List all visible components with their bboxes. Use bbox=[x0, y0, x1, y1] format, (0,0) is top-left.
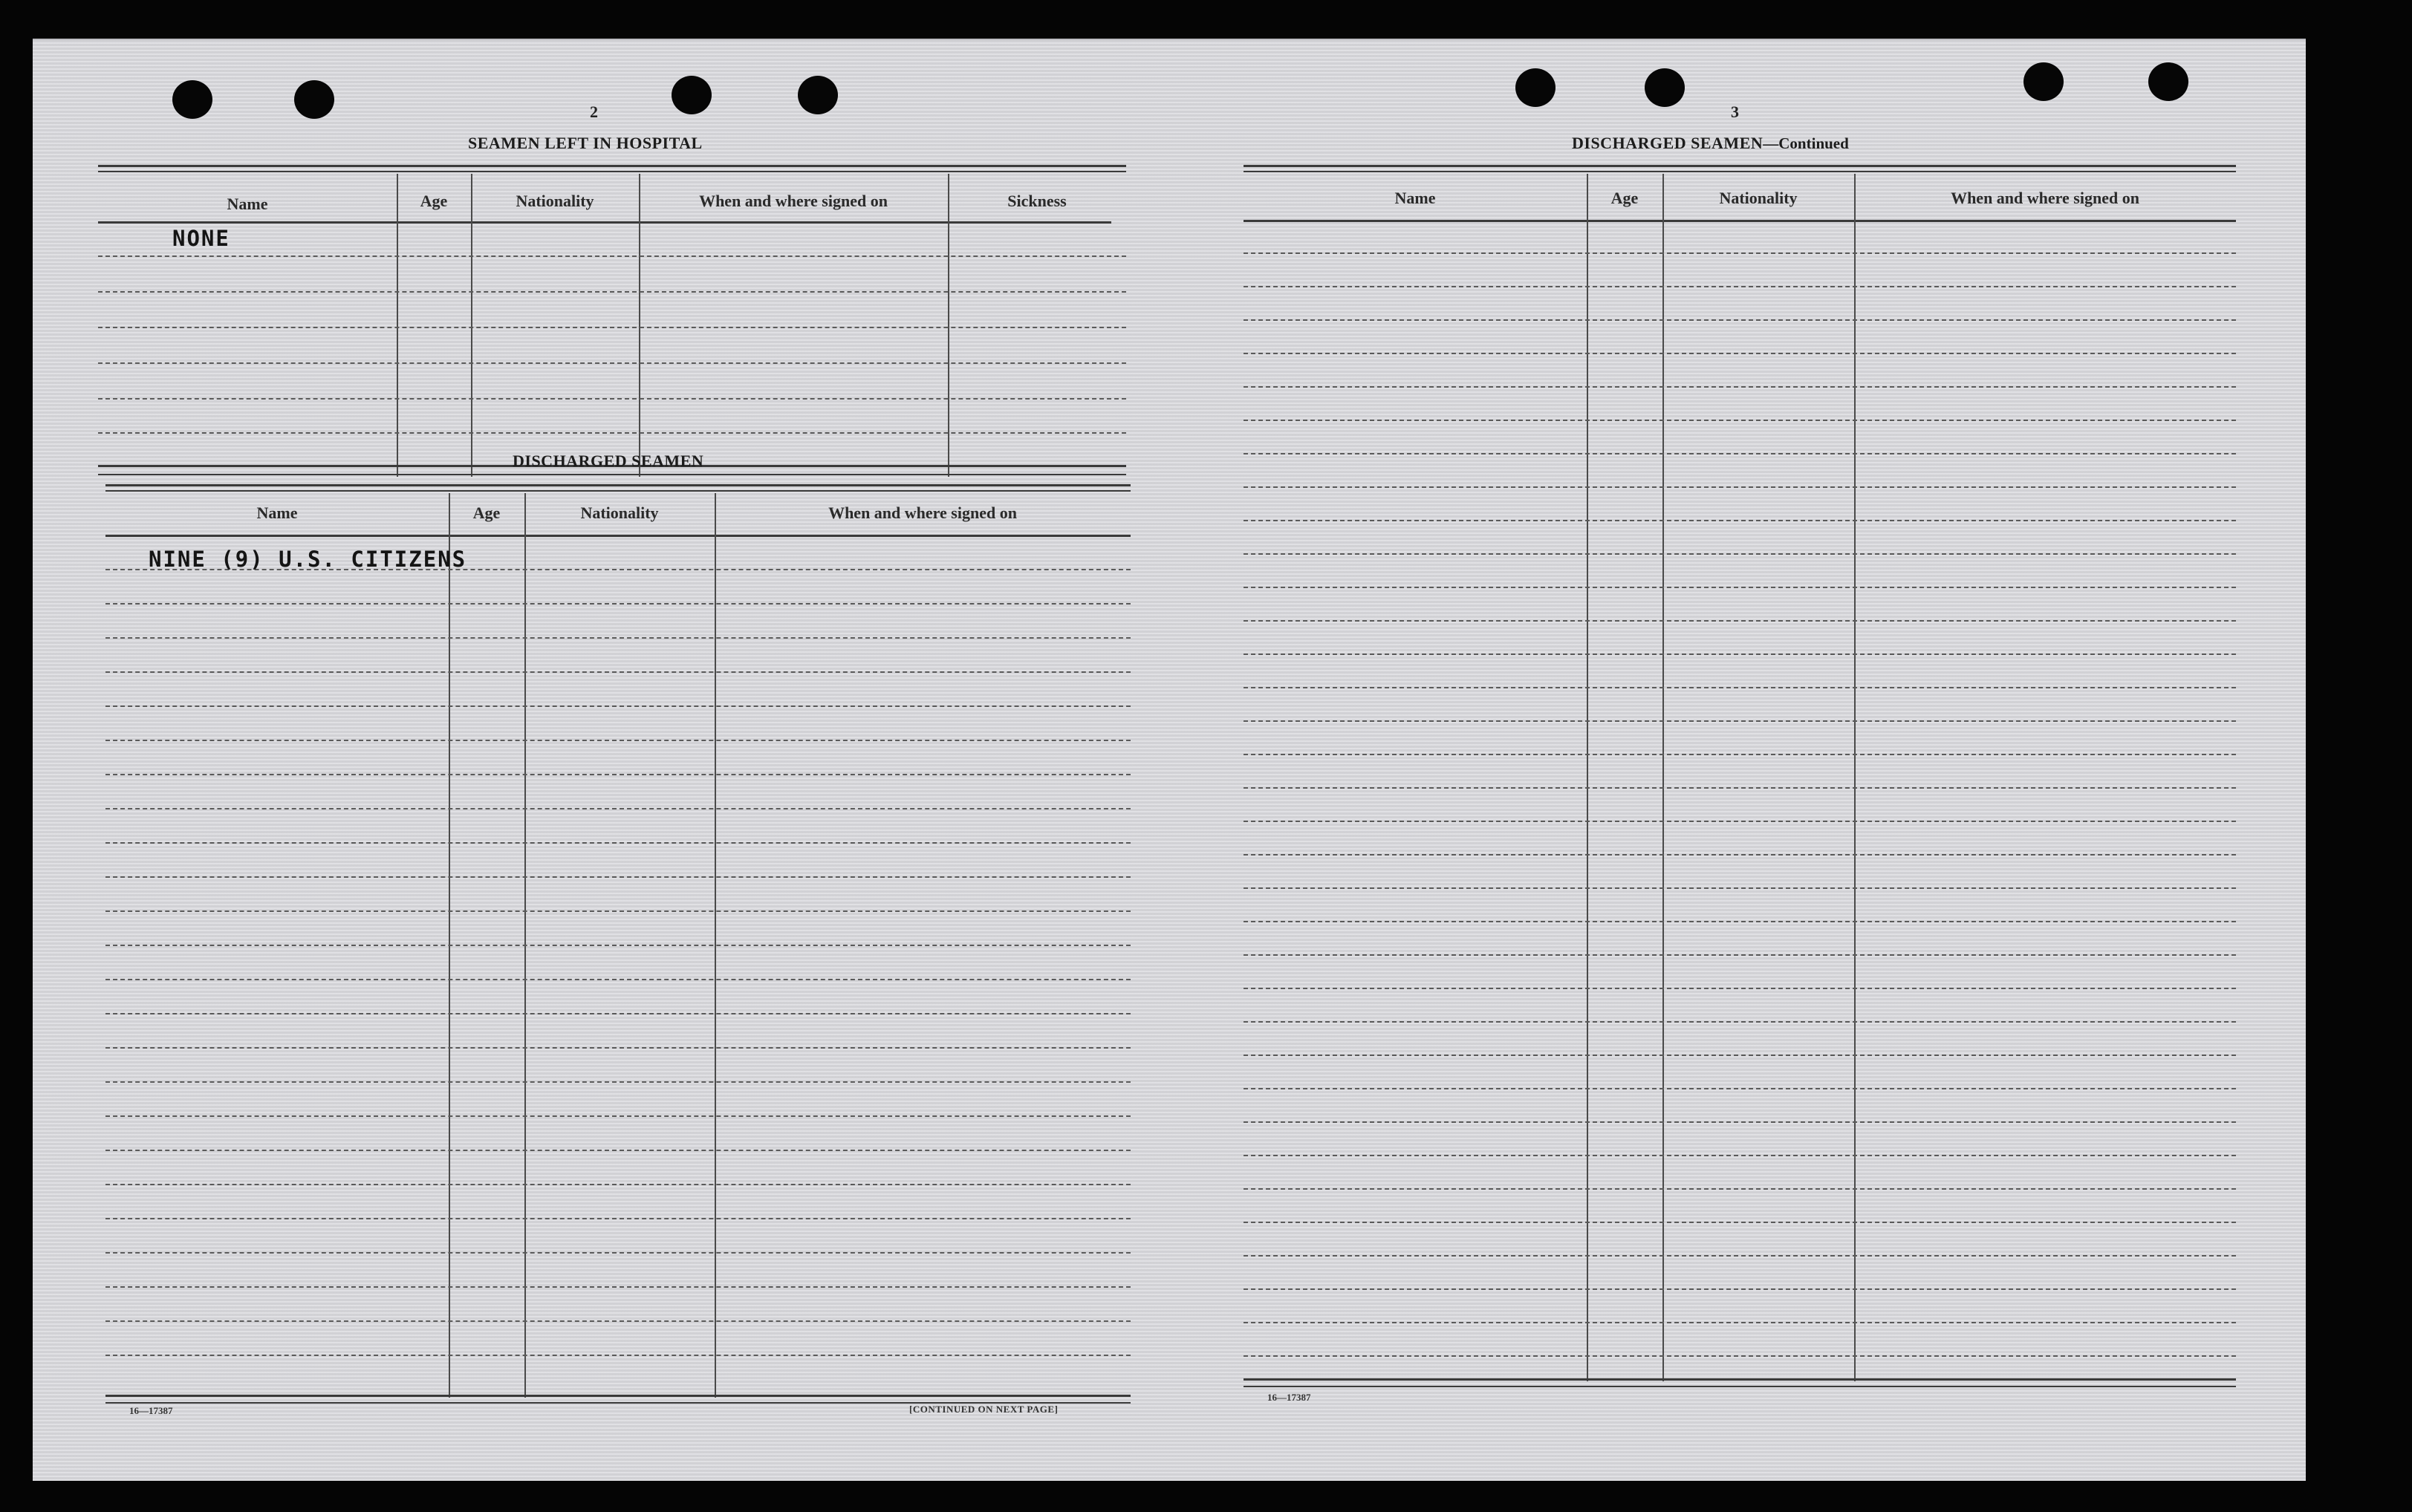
discharged-table-right bbox=[1244, 165, 2236, 1423]
punch-hole bbox=[172, 80, 212, 119]
column-header-name: Name bbox=[227, 195, 268, 213]
column-header-nationality: Nationality bbox=[516, 192, 594, 210]
discharged-table-left bbox=[105, 484, 1131, 1447]
discharged-continued-title bbox=[1572, 134, 1849, 153]
hospital-section-title: SEAMEN LEFT IN HOSPITAL bbox=[468, 134, 703, 152]
discharged-entry: NINE (9) U.S. CITIZENS bbox=[149, 547, 467, 572]
column-header-nationality: Nationality bbox=[580, 504, 659, 522]
form-number-right: 16—17387 bbox=[1267, 1392, 1311, 1403]
page-number-right: 3 bbox=[1731, 102, 1739, 121]
discharged-continued-title-text: DISCHARGED SEAMEN bbox=[1572, 134, 1764, 152]
punch-hole bbox=[672, 76, 712, 114]
hospital-table bbox=[98, 165, 1126, 480]
punch-hole bbox=[1645, 68, 1685, 107]
column-header-age: Age bbox=[472, 504, 501, 522]
column-header-name: Name bbox=[1394, 189, 1436, 207]
page-number-left: 2 bbox=[590, 102, 598, 121]
discharged-section-title: DISCHARGED SEAMEN bbox=[513, 452, 704, 470]
continued-note: [CONTINUED ON NEXT PAGE] bbox=[909, 1404, 1059, 1415]
hospital-entry: NONE bbox=[172, 226, 230, 251]
continued-suffix: —Continued bbox=[1763, 134, 1849, 152]
column-header-age: Age bbox=[420, 192, 448, 210]
column-header-signed-on: When and where signed on bbox=[828, 504, 1017, 522]
form-number-left: 16—17387 bbox=[129, 1405, 173, 1416]
punch-hole bbox=[2023, 62, 2064, 101]
ledger-sheet bbox=[33, 39, 2306, 1481]
column-header-signed-on: When and where signed on bbox=[1951, 189, 2139, 207]
punch-hole bbox=[2148, 62, 2188, 101]
column-header-age: Age bbox=[1610, 189, 1639, 207]
column-header-nationality: Nationality bbox=[1719, 189, 1798, 207]
punch-hole bbox=[1515, 68, 1556, 107]
column-header-signed-on: When and where signed on bbox=[699, 192, 888, 210]
punch-hole bbox=[294, 80, 334, 119]
punch-hole bbox=[798, 76, 838, 114]
column-header-name: Name bbox=[256, 504, 298, 522]
column-header-sickness: Sickness bbox=[1007, 192, 1067, 210]
